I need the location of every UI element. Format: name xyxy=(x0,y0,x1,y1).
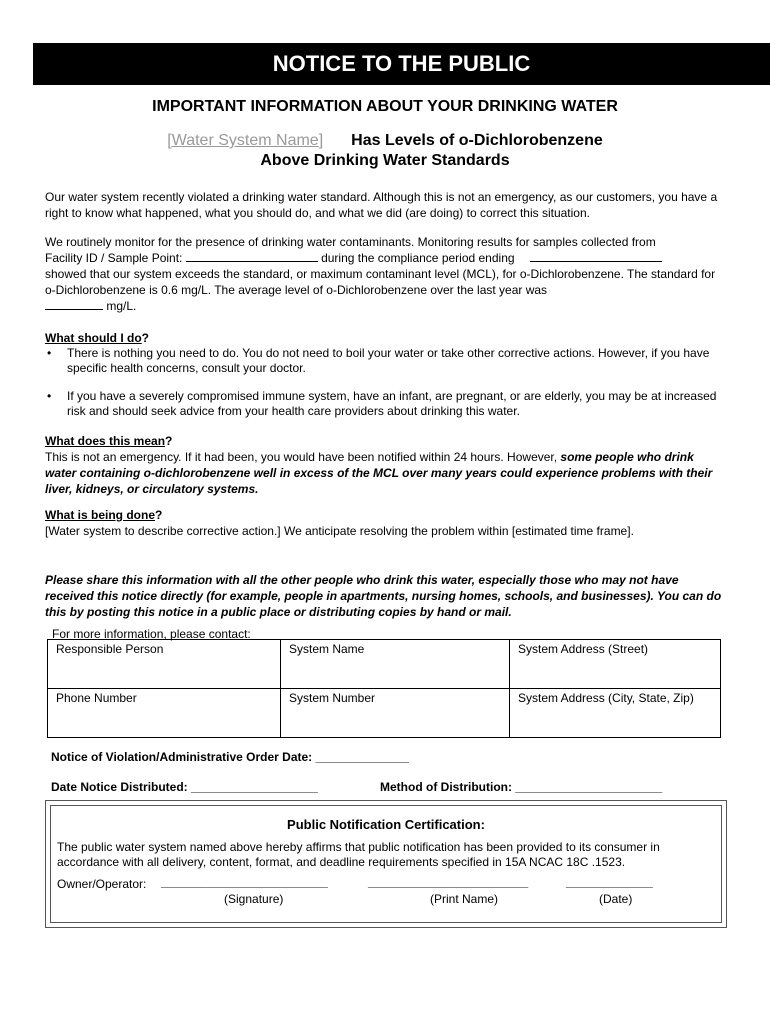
title-line-1 xyxy=(0,132,770,150)
print-name-caption: (Print Name) xyxy=(430,892,499,906)
subtitle: IMPORTANT INFORMATION ABOUT YOUR DRINKING WATER xyxy=(152,98,618,115)
what-done-heading: What is being done xyxy=(45,508,155,522)
responsible-person-cell[interactable]: Responsible Person xyxy=(48,640,281,689)
what-should-heading xyxy=(45,330,725,346)
average-level-blank[interactable] xyxy=(45,298,103,310)
date-line[interactable]: _____________ xyxy=(566,875,653,889)
what-should-heading-text: What should I do xyxy=(45,331,142,345)
notice-banner: NOTICE TO THE PUBLIC xyxy=(33,43,770,85)
monitoring-text-1: We routinely monitor for the presence of drinking water contaminants. Monitoring results for samples collected from xyxy=(45,235,656,249)
average-unit: mg/L. xyxy=(106,299,137,313)
signature-caption: (Signature) xyxy=(224,892,284,906)
system-name-cell[interactable]: System Name xyxy=(281,640,510,689)
owner-operator-label: Owner/Operator: xyxy=(57,877,147,891)
intro-paragraph: Our water system recently violated a drinking water standard. Although this is not an emergency, as our customers, you have a right to know what happened, what you should do, and what we did (are doing) to correct this situation. xyxy=(45,190,718,220)
period-blank[interactable] xyxy=(530,250,662,262)
bullet-text: If you have a severely compromised immune system, have an infant, are pregnant, or are elderly, you may be at increased risk and should seek advice from your health care providers about drinking this water. xyxy=(67,389,717,418)
bullet-icon: • xyxy=(47,346,52,360)
method-distribution-field[interactable]: Method of Distribution: ______________________ xyxy=(380,780,663,794)
print-name-line[interactable]: ________________________ xyxy=(368,875,529,889)
what-mean-heading: What does this mean xyxy=(45,434,166,448)
facility-blank[interactable] xyxy=(186,250,318,262)
date-caption: (Date) xyxy=(599,892,633,906)
contact-table xyxy=(47,639,721,738)
water-system-name-placeholder: [Water System Name] xyxy=(167,132,324,149)
contact-label: For more information, please contact: xyxy=(52,627,251,641)
certification-text: The public water system named above hereby affirms that public notification has been provided to its consumer in accordance with all delivery, content, format, and deadline requirements specified in 15A NCAC 18C .1523. xyxy=(57,840,660,869)
period-label: during the compliance period ending xyxy=(321,251,515,265)
what-done-text: [Water system to describe corrective action.] We anticipate resolving the problem within [estimated time frame]. xyxy=(45,524,634,538)
what-mean-section xyxy=(45,433,725,497)
signature-line[interactable]: _________________________ xyxy=(161,875,328,889)
phone-number-cell[interactable]: Phone Number xyxy=(48,689,281,738)
date-distributed-field[interactable]: Date Notice Distributed: ___________________ xyxy=(51,780,318,794)
system-address-city-cell[interactable]: System Address (City, State, Zip) xyxy=(510,689,721,738)
facility-label: Facility ID / Sample Point: xyxy=(45,251,183,265)
monitoring-text-2: showed that our system exceeds the standard, or maximum contaminant level (MCL), for o-Dichlorobenzene. The standard for o-Dichlorobenzene is 0.6 mg/L. The average level of o-Dichlorobenzene over the last year was xyxy=(45,267,716,297)
certification-title: Public Notification Certification: xyxy=(287,817,485,832)
what-done-q: ? xyxy=(155,508,163,522)
monitoring-paragraph xyxy=(45,234,725,314)
system-number-cell[interactable]: System Number xyxy=(281,689,510,738)
bullet-icon: • xyxy=(47,389,52,403)
share-paragraph: Please share this information with all the other people who drink this water, especially those who may not have received this notice directly (for example, people in apartments, nursing homes, schools, and businesses). You can do this by posting this notice in a public place or distributing copies by hand or mail. xyxy=(45,573,722,619)
system-address-street-cell[interactable]: System Address (Street) xyxy=(510,640,721,689)
certification-box xyxy=(45,800,727,928)
what-mean-q: ? xyxy=(165,434,173,448)
what-mean-warning: some people who drink water containing o-dichlorobenzene well in excess of the MCL over many years could experience problems with their liver, kidneys, or circulatory systems. xyxy=(45,450,713,496)
table-row xyxy=(48,640,721,689)
what-done-section xyxy=(45,507,725,539)
table-row xyxy=(48,689,721,738)
bullet-text: There is nothing you need to do. You do not need to boil your water or take other corrective actions. However, if you have specific health concerns, consult your doctor. xyxy=(67,346,710,375)
violation-date-field[interactable]: Notice of Violation/Administrative Order Date: ______________ xyxy=(51,750,409,764)
what-should-q: ? xyxy=(141,331,149,345)
what-mean-text: This is not an emergency. If it had been, you would have been notified within 24 hours. However, xyxy=(45,450,561,464)
title-line-2: Above Drinking Water Standards xyxy=(260,152,510,169)
title-contaminant: Has Levels of o-Dichlorobenzene xyxy=(351,132,603,149)
